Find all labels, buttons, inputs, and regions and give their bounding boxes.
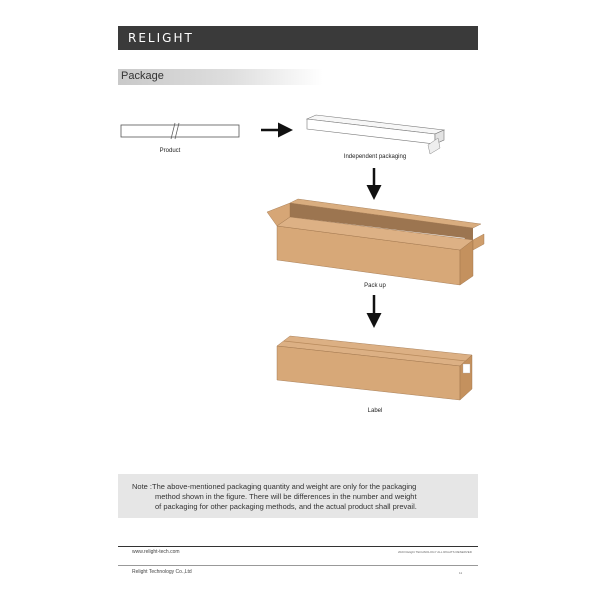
open-carton-diagram bbox=[267, 199, 484, 285]
caption-label: Label bbox=[367, 408, 383, 414]
page-number: 11 bbox=[459, 571, 463, 575]
note-box bbox=[118, 474, 478, 518]
footer-website: www.relight-tech.com bbox=[132, 549, 180, 555]
product-diagram bbox=[121, 123, 239, 139]
footer-rule-top bbox=[118, 546, 478, 547]
footer-rule-bottom bbox=[118, 565, 478, 566]
footer-company: Relight Technology Co.,Ltd bbox=[132, 569, 192, 575]
closed-carton-diagram bbox=[277, 336, 472, 400]
brand-logo: RELIGHT bbox=[128, 31, 194, 45]
box-label bbox=[463, 364, 470, 373]
note-line-2: method shown in the figure. There will be differences in the number and weight bbox=[155, 492, 417, 501]
note-line-3: of packaging for other packaging methods, and the actual product shall prevail. bbox=[155, 502, 417, 511]
footer-rights: 2023 Relight TECHNOLOGY ALL RIGHTS RESERVED bbox=[398, 550, 472, 554]
note-line-1: Note :The above-mentioned packaging quantity and weight are only for the packaging bbox=[132, 482, 417, 491]
caption-product: Product bbox=[159, 148, 181, 154]
caption-pack-up: Pack up bbox=[364, 283, 386, 289]
caption-independent-packaging: Independent packaging bbox=[343, 154, 407, 160]
independent-packaging-diagram bbox=[307, 115, 444, 154]
section-title: Package bbox=[121, 70, 164, 82]
